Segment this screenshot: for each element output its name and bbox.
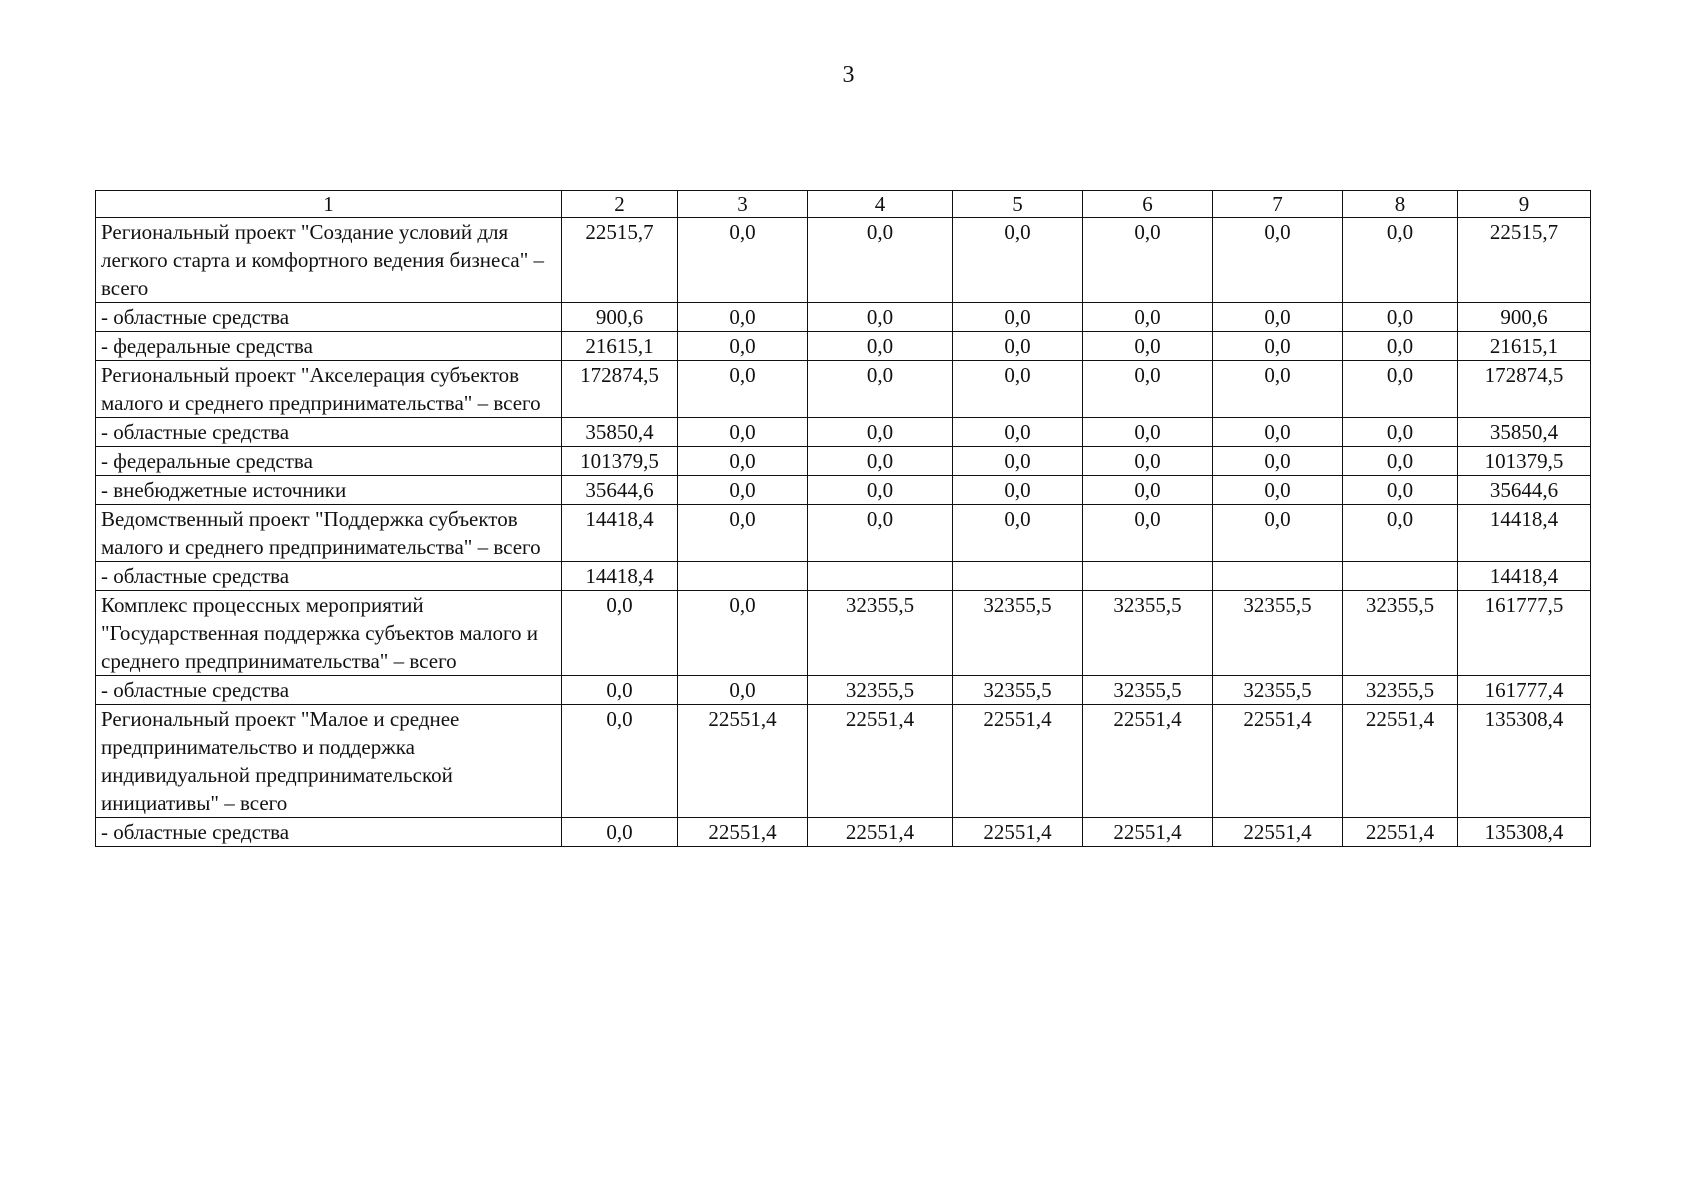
value-cell: 22551,4: [678, 705, 808, 818]
value-cell: 22551,4: [808, 818, 953, 847]
value-cell: 0,0: [678, 303, 808, 332]
value-cell: [808, 562, 953, 591]
value-cell: 0,0: [1343, 505, 1458, 562]
value-cell: 0,0: [1083, 418, 1213, 447]
table-row: [96, 476, 1591, 505]
value-cell: 0,0: [678, 332, 808, 361]
value-cell: 0,0: [1213, 361, 1343, 418]
value-cell: 35850,4: [562, 418, 678, 447]
value-cell: 0,0: [953, 332, 1083, 361]
value-cell: 0,0: [808, 303, 953, 332]
value-cell: 0,0: [953, 303, 1083, 332]
table-row: [96, 303, 1591, 332]
value-cell: 0,0: [678, 591, 808, 676]
value-cell: 0,0: [1213, 218, 1343, 303]
row-label: Региональный проект "Акселерация субъектов малого и среднего предпринимательства" – всего: [96, 361, 562, 418]
value-cell: 22551,4: [808, 705, 953, 818]
column-number-header: 5: [953, 191, 1083, 218]
table-row: [96, 418, 1591, 447]
value-cell: 0,0: [678, 418, 808, 447]
value-cell: 0,0: [562, 591, 678, 676]
value-cell: 0,0: [678, 505, 808, 562]
value-cell: 0,0: [953, 447, 1083, 476]
row-label: Комплекс процессных мероприятий "Государственная поддержка субъектов малого и среднего предпринимательства" – всего: [96, 591, 562, 676]
table-row: [96, 218, 1591, 303]
value-cell: 32355,5: [1083, 591, 1213, 676]
value-cell: 14418,4: [1458, 505, 1591, 562]
value-cell: 0,0: [808, 447, 953, 476]
row-label: - областные средства: [96, 418, 562, 447]
value-cell: 101379,5: [562, 447, 678, 476]
value-cell: 0,0: [1343, 332, 1458, 361]
value-cell: 22551,4: [1083, 705, 1213, 818]
table-body: [96, 191, 1591, 847]
value-cell: 22515,7: [562, 218, 678, 303]
row-label: Региональный проект "Малое и среднее предпринимательство и поддержка индивидуальной предпринимательской инициативы" – всего: [96, 705, 562, 818]
value-cell: 0,0: [1343, 303, 1458, 332]
value-cell: 0,0: [808, 332, 953, 361]
value-cell: 0,0: [562, 676, 678, 705]
value-cell: 0,0: [953, 218, 1083, 303]
value-cell: 0,0: [808, 361, 953, 418]
value-cell: 35644,6: [562, 476, 678, 505]
value-cell: [1083, 562, 1213, 591]
table-row: [96, 447, 1591, 476]
value-cell: 0,0: [808, 505, 953, 562]
value-cell: 900,6: [1458, 303, 1591, 332]
value-cell: 0,0: [953, 418, 1083, 447]
value-cell: [1213, 562, 1343, 591]
value-cell: 22551,4: [953, 818, 1083, 847]
value-cell: 161777,5: [1458, 591, 1591, 676]
value-cell: 22551,4: [678, 818, 808, 847]
row-label: - областные средства: [96, 676, 562, 705]
column-number-header: 7: [1213, 191, 1343, 218]
column-number-header: 1: [96, 191, 562, 218]
value-cell: 0,0: [953, 476, 1083, 505]
budget-table: [95, 190, 1591, 847]
header-row: [96, 191, 1591, 218]
value-cell: 161777,4: [1458, 676, 1591, 705]
value-cell: 32355,5: [953, 591, 1083, 676]
row-label: Ведомственный проект "Поддержка субъектов малого и среднего предпринимательства" – всего: [96, 505, 562, 562]
value-cell: 0,0: [953, 361, 1083, 418]
table-row: [96, 818, 1591, 847]
value-cell: 0,0: [1083, 303, 1213, 332]
column-number-header: 9: [1458, 191, 1591, 218]
value-cell: 32355,5: [808, 591, 953, 676]
value-cell: 22515,7: [1458, 218, 1591, 303]
value-cell: 22551,4: [1343, 818, 1458, 847]
row-label: - областные средства: [96, 818, 562, 847]
value-cell: 135308,4: [1458, 705, 1591, 818]
value-cell: 0,0: [1213, 505, 1343, 562]
table-row: [96, 505, 1591, 562]
value-cell: 32355,5: [808, 676, 953, 705]
value-cell: 35644,6: [1458, 476, 1591, 505]
column-number-header: 8: [1343, 191, 1458, 218]
value-cell: 14418,4: [1458, 562, 1591, 591]
value-cell: 172874,5: [562, 361, 678, 418]
value-cell: 22551,4: [1083, 818, 1213, 847]
row-label: - федеральные средства: [96, 447, 562, 476]
value-cell: 32355,5: [1343, 591, 1458, 676]
value-cell: 14418,4: [562, 505, 678, 562]
value-cell: 0,0: [808, 476, 953, 505]
value-cell: 22551,4: [1213, 818, 1343, 847]
value-cell: 900,6: [562, 303, 678, 332]
value-cell: 0,0: [1083, 332, 1213, 361]
value-cell: 172874,5: [1458, 361, 1591, 418]
row-label: - внебюджетные источники: [96, 476, 562, 505]
value-cell: 0,0: [1343, 418, 1458, 447]
value-cell: 0,0: [1083, 218, 1213, 303]
value-cell: 32355,5: [1213, 676, 1343, 705]
value-cell: 35850,4: [1458, 418, 1591, 447]
table-row: [96, 676, 1591, 705]
value-cell: 22551,4: [1343, 705, 1458, 818]
value-cell: 0,0: [808, 418, 953, 447]
value-cell: [1343, 562, 1458, 591]
value-cell: 135308,4: [1458, 818, 1591, 847]
value-cell: 0,0: [1083, 476, 1213, 505]
value-cell: 0,0: [678, 218, 808, 303]
value-cell: 0,0: [1213, 332, 1343, 361]
value-cell: [678, 562, 808, 591]
value-cell: 0,0: [1213, 418, 1343, 447]
value-cell: 0,0: [678, 476, 808, 505]
value-cell: 0,0: [953, 505, 1083, 562]
page-number: 3: [842, 62, 855, 88]
value-cell: 0,0: [1213, 447, 1343, 476]
row-label: - областные средства: [96, 303, 562, 332]
column-number-header: 4: [808, 191, 953, 218]
value-cell: 32355,5: [1213, 591, 1343, 676]
column-number-header: 2: [562, 191, 678, 218]
table-row: [96, 562, 1591, 591]
value-cell: 101379,5: [1458, 447, 1591, 476]
value-cell: 0,0: [678, 361, 808, 418]
value-cell: 21615,1: [562, 332, 678, 361]
column-number-header: 3: [678, 191, 808, 218]
value-cell: 0,0: [808, 218, 953, 303]
value-cell: 22551,4: [1213, 705, 1343, 818]
value-cell: 0,0: [562, 705, 678, 818]
table-row: [96, 705, 1591, 818]
value-cell: 0,0: [1343, 218, 1458, 303]
value-cell: 0,0: [1083, 361, 1213, 418]
row-label: Региональный проект "Создание условий для легкого старта и комфортного ведения бизнеса" – всего: [96, 218, 562, 303]
value-cell: 32355,5: [953, 676, 1083, 705]
value-cell: 0,0: [678, 447, 808, 476]
column-number-header: 6: [1083, 191, 1213, 218]
value-cell: 0,0: [1343, 361, 1458, 418]
value-cell: 0,0: [562, 818, 678, 847]
table-row: [96, 361, 1591, 418]
value-cell: 21615,1: [1458, 332, 1591, 361]
value-cell: 0,0: [1083, 505, 1213, 562]
value-cell: 0,0: [1343, 476, 1458, 505]
value-cell: 0,0: [678, 676, 808, 705]
value-cell: 0,0: [1213, 476, 1343, 505]
row-label: - областные средства: [96, 562, 562, 591]
value-cell: 0,0: [1083, 447, 1213, 476]
value-cell: 32355,5: [1343, 676, 1458, 705]
value-cell: 0,0: [1343, 447, 1458, 476]
value-cell: [953, 562, 1083, 591]
value-cell: 14418,4: [562, 562, 678, 591]
value-cell: 0,0: [1213, 303, 1343, 332]
value-cell: 32355,5: [1083, 676, 1213, 705]
table-row: [96, 591, 1591, 676]
row-label: - федеральные средства: [96, 332, 562, 361]
value-cell: 22551,4: [953, 705, 1083, 818]
table-row: [96, 332, 1591, 361]
